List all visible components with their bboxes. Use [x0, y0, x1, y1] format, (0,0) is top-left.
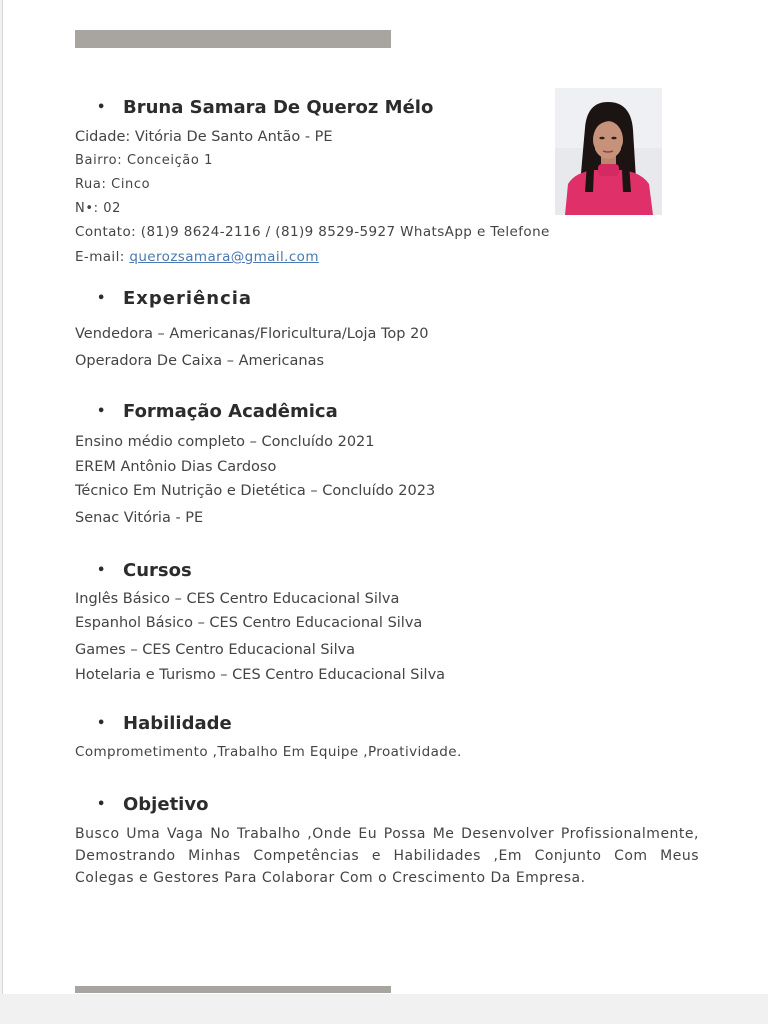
objetivo-title: Objetivo [123, 794, 209, 815]
objetivo-text: Busco Uma Vaga No Trabalho ,Onde Eu Possa Me Desenvolver Profissionalmente, Demostrando Minhas Competências e Habilidades ,Em Conjunto Com Meus Colegas e Gestores Para Colaborar Com o Crescimento Da Empresa. [75, 826, 699, 886]
contato-line: Contato: (81)9 8624-2116 / (81)9 8529-5927 WhatsApp e Telefone [75, 224, 550, 240]
experiencia-title: Experiência [123, 288, 253, 309]
cursos-title: Cursos [123, 560, 192, 581]
cursos-heading: • Cursos [97, 560, 192, 581]
email-link[interactable]: querozsamara@gmail.com [129, 249, 319, 265]
resume-page [2, 0, 768, 994]
list-item: Ensino médio completo – Concluído 2021 [75, 434, 375, 450]
habilidade-text: Comprometimento ,Trabalho Em Equipe ,Proatividade. [75, 744, 462, 760]
formacao-heading: • Formação Acadêmica [97, 401, 338, 422]
list-item: Operadora De Caixa – Americanas [75, 353, 325, 369]
list-item: Inglês Básico – CES Centro Educacional Silva [75, 591, 400, 607]
profile-photo [555, 88, 662, 215]
email-label: E-mail: [75, 249, 130, 265]
habilidade-title: Habilidade [123, 713, 232, 734]
email-line [75, 248, 319, 266]
header-bar [75, 30, 391, 48]
list-item: EREM Antônio Dias Cardoso [75, 459, 277, 475]
list-item: Espanhol Básico – CES Centro Educacional Silva [75, 615, 423, 631]
cidade-line: Cidade: Vitória De Santo Antão - PE [75, 129, 333, 145]
experiencia-heading: • Experiência [97, 288, 253, 309]
objetivo-heading: • Objetivo [97, 794, 209, 815]
list-item: Vendedora – Americanas/Floricultura/Loja Top 20 [75, 326, 429, 342]
habilidade-heading: • Habilidade [97, 713, 232, 734]
name-heading: • Bruna Samara De Queroz Mélo [97, 97, 434, 118]
footer-bar [75, 986, 391, 993]
numero-line: N•: 02 [75, 201, 122, 216]
formacao-title: Formação Acadêmica [123, 401, 338, 422]
list-item: Games – CES Centro Educacional Silva [75, 642, 356, 658]
rua-line: Rua: Cinco [75, 177, 151, 192]
bairro-line: Bairro: Conceição 1 [75, 153, 214, 168]
list-item: Técnico Em Nutrição e Dietética – Concluído 2023 [75, 483, 436, 499]
list-item: Senac Vitória - PE [75, 510, 204, 526]
list-item: Hotelaria e Turismo – CES Centro Educacional Silva [75, 667, 446, 683]
name-text: Bruna Samara De Queroz Mélo [123, 97, 434, 118]
